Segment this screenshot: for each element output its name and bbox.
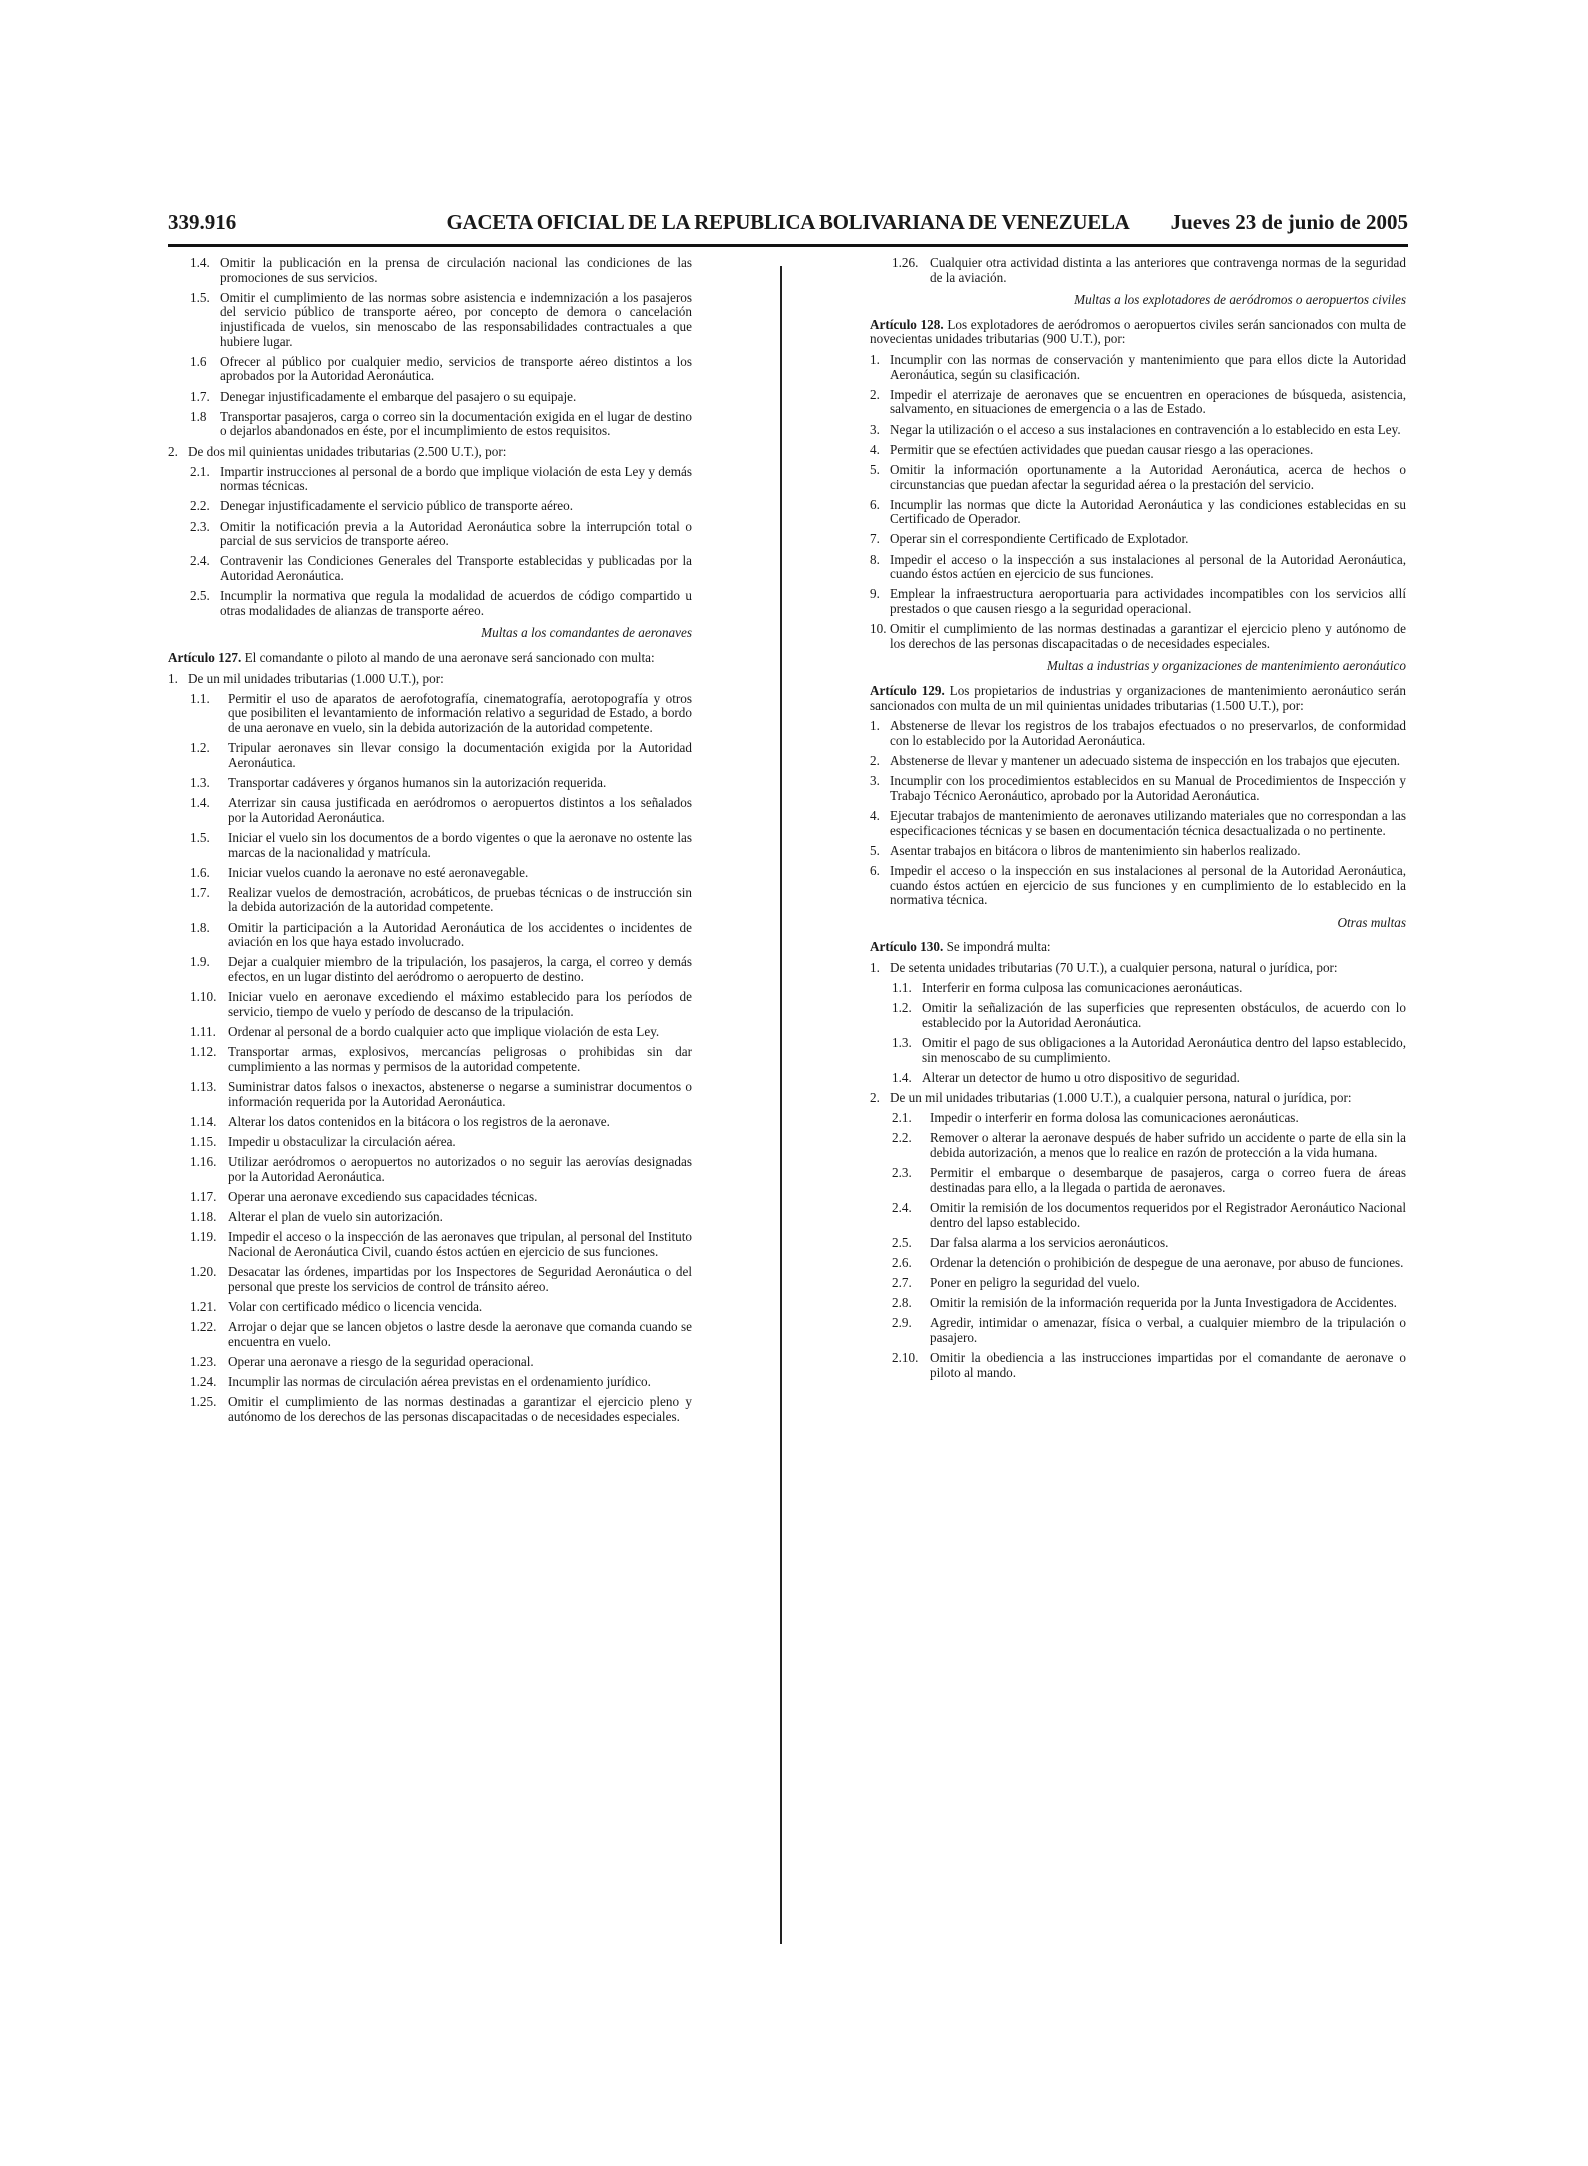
list-item (168, 692, 692, 736)
list-item (168, 955, 692, 984)
list-item (870, 1201, 1406, 1230)
item-text: Arrojar o dejar que se lancen objetos o lastre desde la aeronave que comanda cuando se encuentra en vuelo. (228, 1319, 692, 1349)
item-text: Alterar los datos contenidos en la bitácora o los registros de la aeronave. (228, 1113, 610, 1129)
left-column (168, 256, 692, 1430)
list-item (870, 463, 1406, 492)
list-item (168, 499, 692, 514)
item-text: Omitir el cumplimiento de las normas sobre asistencia e indemnización a los pasajeros del servicio público de transporte aéreo, por concepto de demora o cancelación injustificada de vuelos, sin menoscabo de las responsabilidades contractuales a que hubiere lugar. (220, 289, 692, 349)
item-number: 1.15. (190, 1133, 217, 1149)
item-number: 1.12. (190, 1044, 217, 1060)
list-item (870, 1236, 1406, 1251)
item-text: Impedir el acceso o la inspección de las aeronaves que tripulan, al personal del Instituto Nacional de Aeronáutica Civil, cuando éstos actúen en ejercicio de sus funciones. (228, 1229, 692, 1259)
list-item (870, 1256, 1406, 1271)
item-number: 1.24. (190, 1374, 217, 1389)
item-number: 1.10. (190, 989, 217, 1005)
list-item (168, 1080, 692, 1109)
section-heading: Multas a industrias y organizaciones de mantenimiento aeronáutico (1046, 658, 1406, 674)
list-item (870, 1166, 1406, 1195)
item-text: Transportar pasajeros, carga o correo sin la documentación exigida en el lugar de destino o dejarlos abandonados en éste, por el incumplimiento de estos requisitos. (220, 408, 692, 439)
item-text: Utilizar aeródromos o aeropuertos no autorizados o no seguir las aerovías designadas por la Autoridad Aeronáutica. (228, 1154, 692, 1184)
item-number: 2.1. (892, 1110, 912, 1126)
item-text: Desacatar las órdenes, impartidas por los Inspectores de Seguridad Aeronáutica o del personal que preste los servicios de control de tránsito aéreo. (228, 1264, 692, 1294)
article-label: Artículo 130. (870, 939, 944, 955)
list-item (168, 1230, 692, 1259)
page-header (168, 208, 1408, 247)
list-item (870, 1036, 1406, 1065)
article-label: Artículo 128. (870, 316, 944, 332)
list-items-129 (870, 719, 1406, 908)
page-number: 339.916 (168, 210, 237, 234)
item-text: Impedir el aterrizaje de aeronaves que se encuentren en operaciones de búsqueda, asistencia, salvamento, en situaciones de emergencia o a las de Estado. (890, 386, 1406, 417)
list-item (870, 498, 1406, 527)
list-item (870, 864, 1406, 908)
item-number: 1.6. (190, 864, 210, 880)
item-text: Negar la utilización o el acceso a sus instalaciones en contravención a lo establecido en esta Ley. (890, 421, 1401, 437)
item-number: 1.5. (190, 829, 210, 845)
item-text: Transportar armas, explosivos, mercancías peligrosas o prohibidas sin dar cumplimiento a las normas y permisos de la autoridad competente. (228, 1044, 692, 1074)
list-item (168, 831, 692, 860)
item-number: 1. (870, 718, 880, 734)
item-text: Permitir que se efectúen actividades que puedan causar riesgo a las operaciones. (890, 441, 1314, 457)
item-number: 2.1. (190, 463, 210, 479)
list-item (870, 1131, 1406, 1160)
item-number: 1.4. (892, 1069, 912, 1085)
item-number: 1.21. (190, 1298, 217, 1314)
list-item (870, 1111, 1406, 1126)
item-text: Emplear la infraestructura aeroportuaria para actividades incompatibles con los servicios allí prestados o que causen riesgo a la seguridad operacional. (890, 586, 1406, 617)
item-number: 2. (870, 386, 880, 402)
list-item: 1. De setenta unidades tributarias (70 U.T.), a cualquier persona, natural o jurídica, por: (870, 959, 1338, 975)
list-item (168, 1190, 692, 1205)
list-item (168, 1300, 692, 1315)
list-item (870, 1351, 1406, 1380)
article-127 (168, 651, 692, 666)
item-text: Incumplir las normas de circulación aérea previstas en el ordenamiento jurídico. (228, 1374, 651, 1389)
item-text: Omitir el cumplimiento de las normas destinadas a garantizar el ejercicio pleno y autónomo de los derechos de las personas discapacitadas o de necesidades especiales. (228, 1394, 692, 1424)
item-text: Operar una aeronave a riesgo de la seguridad operacional. (228, 1353, 534, 1369)
item-text: Ofrecer al público por cualquier medio, servicios de transporte aéreo distintos a los aprobados por la Autoridad Aeronáutica. (220, 353, 692, 384)
list-item (870, 622, 1406, 651)
item-number: 1.22. (190, 1319, 217, 1335)
list-item (168, 1155, 692, 1184)
list-item (168, 355, 692, 384)
item-number: 9. (870, 586, 880, 602)
article-label: Artículo 127. (168, 650, 242, 665)
list-item: 1.26. Cualquier otra actividad distinta a las anteriores que contravenga normas de la seguridad de la aviación. (892, 255, 1406, 285)
item-number: 1.4. (190, 795, 210, 811)
list-item (870, 443, 1406, 458)
item-text: Iniciar vuelo en aeronave excediendo el máximo establecido para los períodos de servicio, tiempo de vuelo y período de descanso de la tripulación. (228, 989, 692, 1019)
item-text: Abstenerse de llevar y mantener un adecuado sistema de inspección en los trabajos que ejecuten. (890, 752, 1401, 768)
item-text: Poner en peligro la seguridad del vuelo. (930, 1275, 1140, 1291)
list-item (168, 390, 692, 405)
item-text: Abstenerse de llevar los registros de los trabajos efectuados o no preservarlos, de conformidad con lo establecido por la Autoridad Aeronáutica. (890, 718, 1406, 748)
item-number: 2.4. (892, 1199, 912, 1215)
item-number: 8. (870, 551, 880, 567)
item-text: Ordenar al personal de a bordo cualquier acto que implique violación de esta Ley. (228, 1024, 660, 1039)
list-item (168, 886, 692, 915)
item-text: Impedir o interferir en forma dolosa las comunicaciones aeronáuticas. (930, 1110, 1299, 1126)
item-text: Iniciar el vuelo sin los documentos de a bordo vigentes o que la aeronave no ostente las marcas de la nacionalidad y matrícula. (228, 829, 692, 860)
list-item (168, 554, 692, 583)
item-number: 7. (870, 531, 880, 547)
item-text: Operar una aeronave excediendo sus capacidades técnicas. (228, 1188, 538, 1204)
list-item (870, 844, 1406, 859)
list-item (870, 719, 1406, 748)
list-item (168, 796, 692, 825)
item-text: Iniciar vuelos cuando la aeronave no esté aeronavegable. (228, 864, 529, 880)
item-number: 3. (870, 421, 880, 437)
item-number: 1.14. (190, 1113, 217, 1129)
item-number: 1.19. (190, 1229, 217, 1245)
list-items-130-2 (870, 1111, 1406, 1380)
list-item (168, 520, 692, 549)
item-number: 1.2. (892, 1000, 912, 1016)
list-item (168, 990, 692, 1019)
item-text: Agredir, intimidar o amenazar, física o verbal, a cualquier miembro de la tripulación o pasajero. (930, 1315, 1406, 1346)
item-text: Denegar injustificadamente el embarque del pasajero o su equipaje. (220, 388, 577, 404)
list-item (870, 423, 1406, 438)
item-number: 10. (870, 621, 887, 637)
item-text: Dejar a cualquier miembro de la tripulación, los pasajeros, la carga, el correo y demás efectos, en un lugar distinto del aeródromo o aeropuerto de destino. (228, 954, 692, 985)
list-item (168, 741, 692, 770)
item-number: 1.5. (190, 289, 210, 305)
item-text: Dar falsa alarma a los servicios aeronáuticos. (930, 1234, 1169, 1250)
list-item (168, 1395, 692, 1424)
list-item (870, 1001, 1406, 1030)
list-item (168, 1135, 692, 1150)
item-text: Remover o alterar la aeronave después de haber sufrido un accidente o parte de ella sin la debida autorización, a menos que lo realice en razón de protección a la vida humana. (930, 1130, 1406, 1160)
item-text: Alterar un detector de humo u otro dispositivo de seguridad. (922, 1069, 1240, 1085)
item-text: Ejecutar trabajos de mantenimiento de aeronaves utilizando materiales que no correspondan a las especificaciones técnicas y se basen en documentación técnica desactualizada o no pertinente. (890, 807, 1406, 838)
item-text: Operar sin el correspondiente Certificado de Explotador. (890, 531, 1189, 547)
item-number: 6. (870, 496, 880, 512)
item-number: 1.11. (190, 1024, 216, 1039)
item-text: Denegar injustificadamente el servicio público de transporte aéreo. (220, 498, 573, 514)
item-text: Incumplir la normativa que regula la modalidad de acuerdos de código compartido u otras modalidades de alianzas de transporte aéreo. (220, 588, 692, 618)
section-heading: Otras multas (1337, 914, 1406, 930)
item-number: 5. (870, 461, 880, 477)
item-number: 1.3. (892, 1035, 912, 1051)
item-text: Omitir la remisión de los documentos requeridos por el Registrador Aeronáutico Nacional dentro del lapso establecido. (930, 1199, 1406, 1230)
item-number: 1.4. (190, 255, 210, 270)
item-text: Tripular aeronaves sin llevar consigo la documentación exigida por la Autoridad Aeronáutica. (228, 740, 692, 770)
item-number: 1.20. (190, 1264, 217, 1280)
item-number: 1.25. (190, 1394, 217, 1410)
item-number: 3. (870, 773, 880, 789)
list-items-127 (168, 692, 692, 1425)
list-item: 2. De un mil unidades tributarias (1.000 U.T.), a cualquier persona, natural o jurídica, por: (870, 1090, 1352, 1105)
article-128 (870, 318, 1406, 347)
list-item (168, 1210, 692, 1225)
item-text: Realizar vuelos de demostración, acrobáticos, de pruebas técnicas o de instrucción sin la debida autorización de la autoridad competente. (228, 884, 692, 915)
column-divider (780, 266, 782, 1944)
item-text: Asentar trabajos en bitácora o libros de mantenimiento sin haberlos realizado. (890, 842, 1301, 858)
item-text: Alterar el plan de vuelo sin autorización. (228, 1209, 443, 1225)
list-item (870, 587, 1406, 616)
list-item (168, 1355, 692, 1370)
item-number: 1.16. (190, 1154, 217, 1170)
item-number: 1.13. (190, 1078, 217, 1094)
item-text: Omitir la participación a la Autoridad Aeronáutica de los accidentes o incidentes de aviación en los que haya estado involucrado. (228, 919, 692, 950)
section-heading: Multas a los explotadores de aeródromos o aeropuertos civiles (1074, 292, 1406, 308)
list-item (870, 553, 1406, 582)
item-text: Omitir el cumplimiento de las normas destinadas a garantizar el ejercicio pleno y autónomo de los derechos de las personas discapacitadas o de necesidades especiales. (890, 621, 1406, 651)
list-item (168, 921, 692, 950)
item-number: 2.9. (892, 1315, 912, 1331)
item-number: 1.8 (190, 408, 207, 424)
list-item (168, 1265, 692, 1294)
item-number: 5. (870, 842, 880, 858)
item-number: 1. (870, 351, 880, 367)
item-number: 2.8. (892, 1295, 912, 1311)
list-item (870, 1276, 1406, 1291)
item-number: 2.6. (892, 1254, 912, 1270)
item-number: 1.2. (190, 740, 210, 756)
item-text: Omitir la señalización de las superficies que representen obstáculos, de acuerdo con lo establecido por la Autoridad Aeronáutica. (922, 1000, 1406, 1030)
item-number: 2.2. (892, 1130, 912, 1146)
item-text: Omitir la publicación en la prensa de circulación nacional las condiciones de las promociones de sus servicios. (220, 255, 692, 285)
list-item (168, 866, 692, 881)
item-number: 1.3. (190, 774, 210, 790)
list-item (870, 353, 1406, 382)
item-text: Suministrar datos falsos o inexactos, abstenerse o negarse a suministrar documentos o información requerida por la Autoridad Aeronáutica. (228, 1078, 692, 1109)
item-text: Omitir la obediencia a las instrucciones impartidas por el comandante de aeronave o piloto al mando. (930, 1350, 1406, 1380)
item-number: 1.1. (892, 980, 912, 996)
item-text: Ordenar la detención o prohibición de despegue de una aeronave, por abuso de funciones. (930, 1254, 1404, 1270)
article-129 (870, 684, 1406, 713)
item-text: Incumplir con las normas de conservación y mantenimiento que para ellos dicte la Autoridad Aeronáutica, según su clasificación. (890, 351, 1406, 382)
item-number: 2.7. (892, 1275, 912, 1291)
article-text: Se impondrá multa: (946, 939, 1051, 955)
item-number: 1.6 (190, 353, 207, 369)
item-number: 1.1. (190, 690, 210, 706)
list-item (168, 776, 692, 791)
list-item: 1. De un mil unidades tributarias (1.000 U.T.), por: (168, 670, 444, 686)
item-text: Permitir el uso de aparatos de aerofotografía, cinematografía, aerotopografía y otros que posibiliten el levantamiento de información relativo a seguridad de Estado, a bordo de una aeronave en vuelo, sin la debida autorización de la autoridad competente. (228, 690, 692, 735)
list-item (168, 1320, 692, 1349)
item-text: Contravenir las Condiciones Generales del Transporte establecidas y publicadas por la Autoridad Aeronáutica. (220, 553, 692, 584)
list-item (870, 532, 1406, 547)
list-item (168, 256, 692, 285)
list-item (168, 1045, 692, 1074)
item-number: 2.3. (892, 1165, 912, 1181)
item-text: Transportar cadáveres y órganos humanos sin la autorización requerida. (228, 774, 607, 790)
list-item (168, 1115, 692, 1130)
list-item (870, 981, 1406, 996)
list-items-1x (168, 256, 692, 439)
item-number: 2.5. (190, 588, 210, 604)
article-label: Artículo 129. (870, 683, 945, 698)
item-text: Interferir en forma culposa las comunicaciones aeronáuticas. (922, 980, 1243, 996)
issue-date: Jueves 23 de junio de 2005 (1170, 210, 1408, 234)
item-number: 6. (870, 862, 880, 878)
list-item (870, 809, 1406, 838)
item-number: 1.9. (190, 954, 210, 970)
list-item (168, 410, 692, 439)
item-text: Incumplir con los procedimientos establecidos en su Manual de Procedimientos de Inspección y Trabajo Técnico Aeronáutico, aprobado por la Autoridad Aeronáutica. (890, 773, 1406, 803)
list-item (168, 1375, 692, 1390)
item-text: Impedir u obstaculizar la circulación aérea. (228, 1133, 456, 1149)
item-number: 1.7. (190, 884, 210, 900)
list-item (870, 754, 1406, 769)
list-item (870, 1071, 1406, 1086)
item-text: Permitir el embarque o desembarque de pasajeros, carga o correo fuera de áreas destinadas para ello, a la llegada o partida de aeronaves. (930, 1165, 1406, 1195)
item-text: Impedir el acceso o la inspección a sus instalaciones al personal de la Autoridad Aeronáutica, cuando éstos actúen en ejercicio de sus funciones. (890, 551, 1406, 582)
item-number: 2.2. (190, 498, 210, 514)
list-item (870, 1296, 1406, 1311)
list-items-2x (168, 465, 692, 619)
article-text: Los propietarios de industrias y organizaciones de mantenimiento aeronáutico serán sancionados con multa de un mil quinientas unidades tributarias (1.500 U.T.), por: (870, 683, 1406, 713)
list-items-130-1 (870, 981, 1406, 1085)
item-number: 1.18. (190, 1209, 217, 1225)
item-text: Volar con certificado médico o licencia vencida. (228, 1298, 483, 1314)
item-text: Incumplir las normas que dicte la Autoridad Aeronáutica y las condiciones establecidas en su Certificado de Operador. (890, 496, 1406, 527)
item-text: Aterrizar sin causa justificada en aeródromos o aeropuertos distintos a los señalados por la Autoridad Aeronáutica. (228, 795, 692, 825)
item-text: Omitir la información oportunamente a la Autoridad Aeronáutica, acerca de hechos o circunstancias que puedan afectar la seguridad aérea o la prestación del servicio. (890, 461, 1406, 492)
list-item (168, 589, 692, 618)
item-text: Impartir instrucciones al personal de a bordo que implique violación de esta Ley y demás normas técnicas. (220, 463, 692, 494)
list-items-128 (870, 353, 1406, 651)
item-number: 2. (870, 752, 880, 768)
list-item: 2. De dos mil quinientas unidades tributarias (2.500 U.T.), por: (168, 443, 507, 459)
item-text: Omitir el pago de sus obligaciones a la Autoridad Aeronáutica dentro del lapso establecido, sin menoscabo de su cumplimiento. (922, 1035, 1406, 1065)
item-text: Omitir la remisión de la información requerida por la Junta Investigadora de Accidentes. (930, 1295, 1397, 1311)
list-item (870, 388, 1406, 417)
item-text: Omitir la notificación previa a la Autoridad Aeronáutica sobre la interrupción total o parcial de sus servicios de transporte aéreo. (220, 518, 692, 549)
item-number: 2.5. (892, 1234, 912, 1250)
item-number: 1.7. (190, 388, 210, 404)
item-number: 4. (870, 807, 880, 823)
article-text: Los explotadores de aeródromos o aeropuertos civiles serán sancionados con multa de novecientas unidades tributarias (900 U.T.), por: (870, 316, 1406, 347)
item-number: 1.23. (190, 1353, 217, 1369)
item-number: 1.17. (190, 1188, 217, 1204)
item-number: 2.3. (190, 518, 210, 534)
item-number: 1.8. (190, 919, 210, 935)
item-text: Impedir el acceso o la inspección en sus instalaciones al personal de la Autoridad Aeronáutica, cuando éstos actúen en ejercicio de sus funciones y en cumplimiento de lo establecido en la normativa técnica. (890, 862, 1406, 908)
article-text: El comandante o piloto al mando de una aeronave será sancionado con multa: (244, 650, 655, 665)
item-number: 2.10. (892, 1350, 919, 1366)
article-130 (870, 940, 1406, 955)
right-column (870, 256, 1406, 1386)
list-item (168, 291, 692, 349)
list-item (168, 465, 692, 494)
list-item (168, 1025, 692, 1040)
list-item (870, 1316, 1406, 1345)
list-item (870, 774, 1406, 803)
gazette-title: GACETA OFICIAL DE LA REPUBLICA BOLIVARIANA DE VENEZUELA (446, 210, 1130, 234)
item-number: 4. (870, 441, 880, 457)
item-number: 2.4. (190, 553, 210, 569)
section-heading: Multas a los comandantes de aeronaves (481, 625, 692, 641)
